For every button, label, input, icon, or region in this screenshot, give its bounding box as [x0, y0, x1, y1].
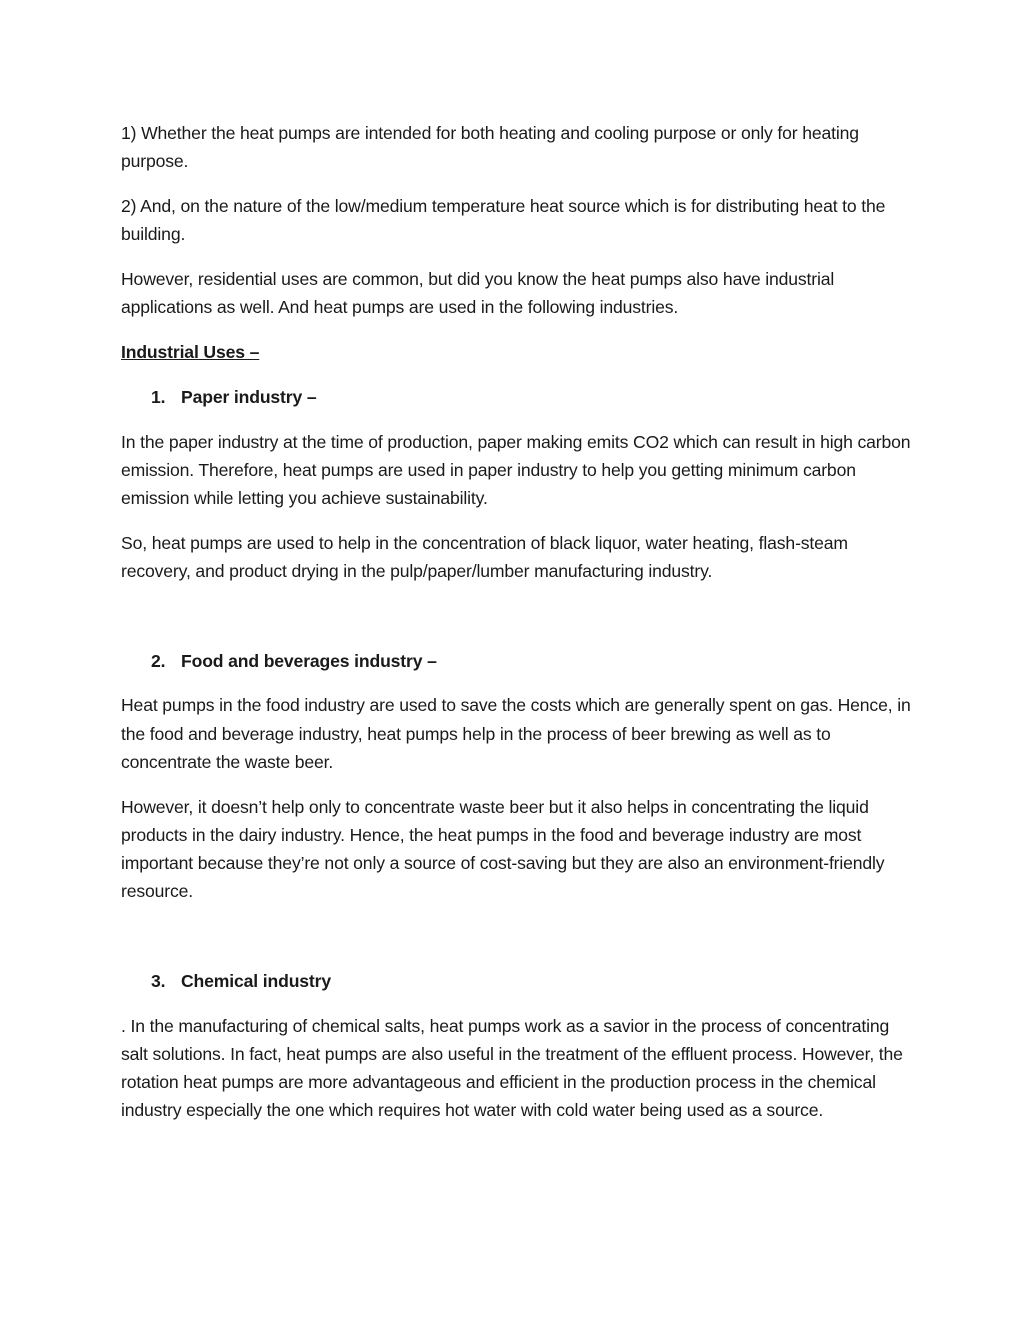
list-item-heading-food — [121, 647, 911, 675]
document-body — [121, 119, 911, 1141]
list-item-number: 3. — [151, 970, 166, 991]
list-item-heading-paper — [121, 383, 911, 411]
blank-line — [121, 922, 911, 967]
paragraph: However, it doesn’t help only to concentrate waste beer but it also helps in concentrating the liquid products in the dairy industry. Hence, the heat pumps in the food and beverage industry are most important because they’re not only a source of cost-saving but they are also an environment-friendly resource. — [121, 796, 885, 902]
paragraph: So, heat pumps are used to help in the concentration of black liquor, water heating, flash-steam recovery, and product drying in the pulp/paper/lumber manufacturing industry. — [121, 532, 848, 581]
paragraph: In the paper industry at the time of production, paper making emits CO2 which can result in high carbon emission. Therefore, heat pumps are used in paper industry to help you getting minimum carbon emission while letting you achieve sustainability. — [121, 431, 911, 508]
intro-paragraph-2: 2) And, on the nature of the low/medium temperature heat source which is for distributing heat to the building. — [121, 196, 886, 245]
blank-line — [121, 602, 911, 647]
list-item-title: Chemical industry — [181, 970, 331, 991]
paragraph: Heat pumps in the food industry are used to save the costs which are generally spent on gas. Hence, in the food and beverage industry, heat pumps help in the process of beer brewing as well as to concentrate the waste beer. — [121, 695, 911, 772]
paragraph: . In the manufacturing of chemical salts, heat pumps work as a savior in the process of concentrating salt solutions. In fact, heat pumps are also useful in the treatment of the effluent process. However, the rotation heat pumps are more advantageous and efficient in the production process in the chemical industry especially the one which requires hot water with cold water being used as a source. — [121, 1015, 903, 1121]
intro-paragraph-3: However, residential uses are common, but did you know the heat pumps also have industrial applications as well. And heat pumps are used in the following industries. — [121, 269, 835, 318]
section-heading: Industrial Uses – — [121, 342, 260, 362]
list-item-number: 2. — [151, 650, 166, 671]
list-item-title: Food and beverages industry – — [181, 650, 437, 671]
list-item-number: 1. — [151, 386, 166, 407]
list-item-title: Paper industry – — [181, 386, 317, 407]
list-item-heading-chemical — [121, 967, 911, 995]
intro-paragraph-1: 1) Whether the heat pumps are intended for both heating and cooling purpose or only for heating purpose. — [121, 123, 859, 172]
